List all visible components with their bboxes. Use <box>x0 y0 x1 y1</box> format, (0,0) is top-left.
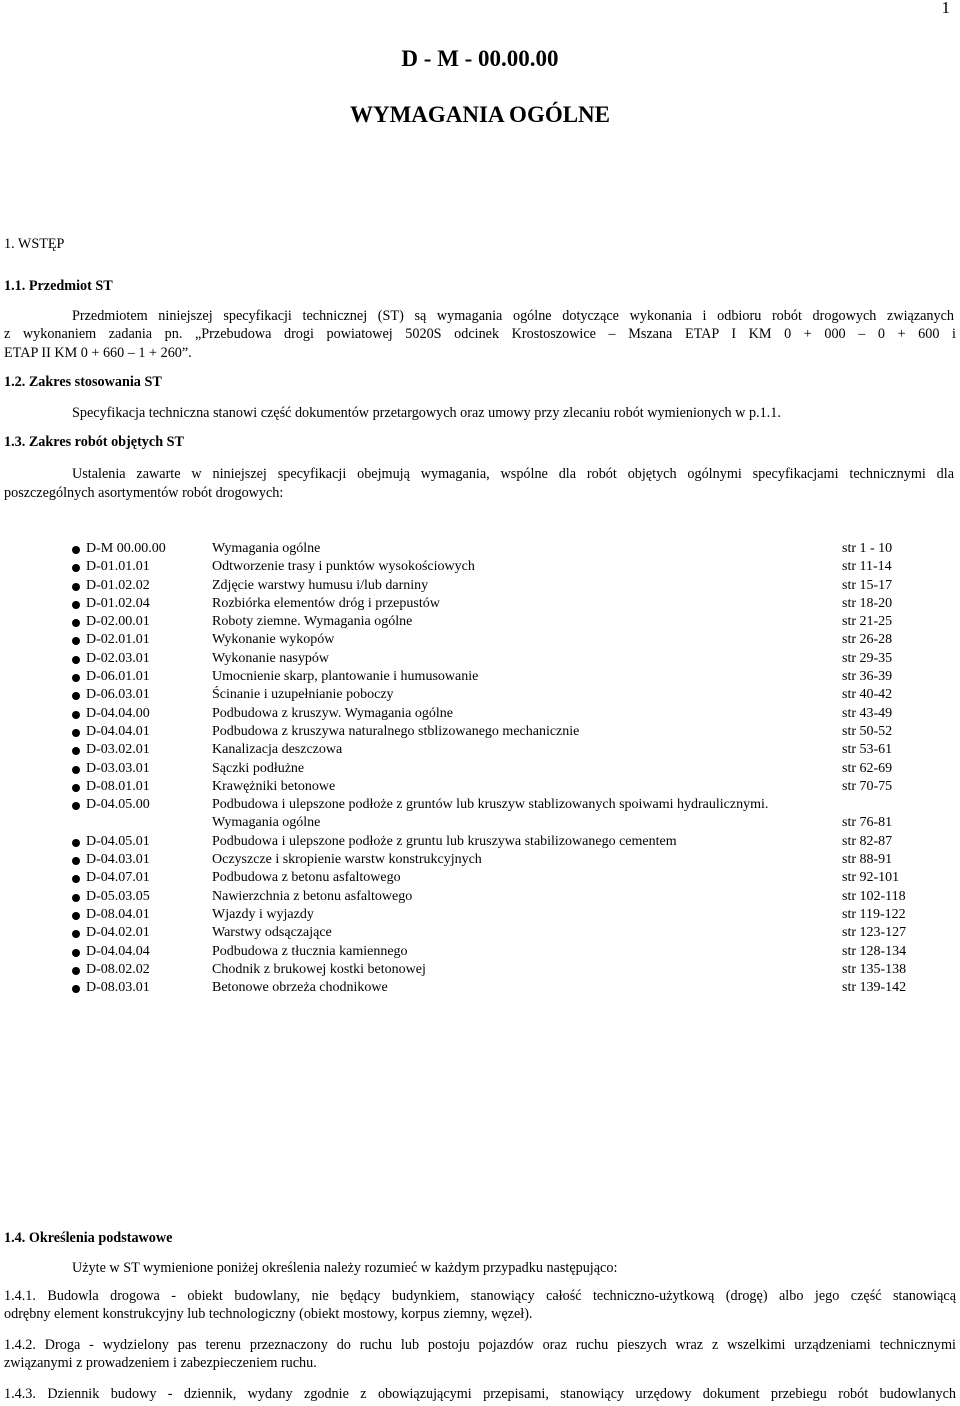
spec-description: Podbudowa z kruszyw. Wymagania ogólne <box>212 705 453 721</box>
section-title: Określenia podstawowe <box>28 1230 173 1246</box>
spec-description: Ścinanie i uzupełnianie poboczy <box>212 687 394 703</box>
spec-pages: str 40-42 <box>842 687 893 703</box>
list-item <box>72 595 912 613</box>
spec-code: D-04.04.04 <box>86 943 150 959</box>
section-title: Przedmiot ST <box>28 278 113 294</box>
list-item <box>72 650 912 668</box>
list-item <box>72 540 912 558</box>
spec-description: Podbudowa i ulepszone podłoże z gruntu lub kruszywa stabilizowanego cementem <box>212 833 677 849</box>
spec-pages: str 123-127 <box>842 925 907 941</box>
spec-code: D-06.01.01 <box>86 669 150 685</box>
bullet-icon <box>72 949 80 957</box>
bullet-icon <box>72 912 80 920</box>
bullet-icon <box>72 839 80 847</box>
spec-code: D-M 00.00.00 <box>86 541 166 556</box>
paragraph-line: Specyfikacja techniczna stanowi część dokumentów przetargowych oraz umowy przy zlecaniu robót wymienionych w p.1.1. <box>72 405 781 421</box>
list-item <box>72 668 912 686</box>
list-item <box>72 558 912 576</box>
spec-code: D-08.03.01 <box>86 980 150 996</box>
spec-pages: str 62-69 <box>842 760 893 776</box>
spec-description: Warstwy odsączające <box>212 925 332 941</box>
bullet-icon <box>72 875 80 883</box>
list-item <box>72 869 912 887</box>
bullet-icon <box>72 619 80 627</box>
bullet-icon <box>72 692 80 700</box>
spec-pages: str 26-28 <box>842 632 893 648</box>
bullet-icon <box>72 894 80 902</box>
list-item <box>72 631 912 649</box>
spec-pages: str 139-142 <box>842 980 907 996</box>
section-number: 1.4. <box>4 1230 26 1246</box>
spec-pages: str 50-52 <box>842 723 893 739</box>
spec-code: D-03.03.01 <box>86 760 150 776</box>
spec-pages: str 135-138 <box>842 961 907 977</box>
bullet-icon <box>72 656 80 664</box>
spec-description: Umocnienie skarp, plantowanie i humusowanie <box>212 669 479 685</box>
list-item <box>72 741 912 759</box>
spec-pages: str 21-25 <box>842 614 893 630</box>
spec-code: D-04.05.01 <box>86 833 150 849</box>
bullet-icon <box>72 564 80 572</box>
spec-description: Podbudowa z kruszywa naturalnego stblizowanego mechanicznie <box>212 723 580 739</box>
section-number: 1.2. <box>4 374 26 390</box>
list-item <box>72 613 912 631</box>
spec-code: D-02.01.01 <box>86 632 150 648</box>
list-item <box>72 943 912 961</box>
spec-pages: str 128-134 <box>842 943 907 959</box>
page-number: 1 <box>941 0 950 17</box>
spec-pages: str 1 - 10 <box>842 541 893 556</box>
definition-line: związanymi z prowadzeniem i zabezpieczeniem ruchu. <box>4 1355 317 1371</box>
spec-description: Odtworzenie trasy i punktów wysokościowych <box>212 559 475 575</box>
spec-code: D-02.00.01 <box>86 614 150 630</box>
section-1-3-heading <box>4 432 184 452</box>
spec-code: D-03.02.01 <box>86 742 150 758</box>
spec-code: D-05.03.05 <box>86 888 150 904</box>
spec-code: D-01.02.04 <box>86 595 150 611</box>
spec-pages: str 43-49 <box>842 705 893 721</box>
list-item <box>72 979 912 997</box>
section-number: 1.3. <box>4 434 26 450</box>
list-item <box>72 686 912 704</box>
spec-code: D-02.03.01 <box>86 650 150 666</box>
paragraph-line: Przedmiotem niniejszej specyfikacji technicznej (ST) są wymagania ogólne dotyczące wykonania i odbioru robót drogowych związanych <box>72 308 954 324</box>
spec-pages: str 92-101 <box>842 870 900 886</box>
section-1-4-heading <box>4 1228 172 1248</box>
spec-pages: str 18-20 <box>842 595 893 611</box>
spec-description: Wykonanie nasypów <box>212 650 329 666</box>
section-1-2-heading <box>4 372 162 392</box>
bullet-icon <box>72 711 80 719</box>
bullet-icon <box>72 674 80 682</box>
spec-description: Oczyszcze i skropienie warstw konstrukcyjnych <box>212 852 482 868</box>
section-1-1-heading <box>4 276 113 296</box>
definition-line <box>4 1335 956 1355</box>
bullet-icon <box>72 857 80 865</box>
list-item <box>72 778 912 796</box>
definition-number: 1.4.3. <box>4 1386 36 1402</box>
spec-description: Wymagania ogólne <box>212 541 321 556</box>
spec-description: Betonowe obrzeża chodnikowe <box>212 980 388 996</box>
paragraph-line: Ustalenia zawarte w niniejszej specyfikacji obejmują wymagania, wspólne dla robót objętych ogólnymi specyfikacjami technicznymi dla <box>72 466 954 482</box>
list-item <box>72 705 912 723</box>
spec-code: D-04.04.01 <box>86 723 150 739</box>
bullet-icon <box>72 802 80 810</box>
definition-text: Dziennik budowy - dziennik, wydany zgodnie z obowiązującymi przepisami, stanowiący urzędowy dokument przebiegu robót budowlanych <box>47 1386 956 1402</box>
list-item <box>72 888 912 906</box>
spec-pages: str 82-87 <box>842 833 893 849</box>
list-item <box>72 577 912 595</box>
bullet-icon <box>72 601 80 609</box>
spec-pages: str 15-17 <box>842 577 893 593</box>
spec-pages: str 70-75 <box>842 778 893 794</box>
spec-code: D-08.02.02 <box>86 961 150 977</box>
paragraph-line: Użyte w ST wymienione poniżej określenia należy rozumieć w każdym przypadku następująco: <box>72 1260 618 1276</box>
paragraph-line: poszczególnych asortymentów robót drogowych: <box>4 485 284 501</box>
bullet-icon <box>72 930 80 938</box>
spec-description: Chodnik z brukowej kostki betonowej <box>212 961 426 977</box>
spec-code: D-04.05.00 <box>86 797 150 813</box>
list-item <box>72 851 912 869</box>
spec-pages: str 53-61 <box>842 742 893 758</box>
spec-description: Rozbiórka elementów dróg i przepustów <box>212 595 440 611</box>
list-item <box>72 924 912 942</box>
spec-code: D-08.01.01 <box>86 778 150 794</box>
spec-description: Podbudowa z tłucznia kamiennego <box>212 943 408 959</box>
spec-code: D-01.02.02 <box>86 577 150 593</box>
definition-line <box>4 1384 956 1404</box>
spec-description: Krawężniki betonowe <box>212 778 336 794</box>
definition-number: 1.4.1. <box>4 1288 36 1304</box>
spec-description: Zdjęcie warstwy humusu i/lub darniny <box>212 577 429 593</box>
specification-list <box>72 540 912 997</box>
spec-code: D-04.03.01 <box>86 852 150 868</box>
spec-pages: str 102-118 <box>842 888 906 904</box>
spec-pages: str 29-35 <box>842 650 893 666</box>
spec-code: D-04.07.01 <box>86 870 150 886</box>
spec-code: D-04.02.01 <box>86 925 150 941</box>
section-title: Zakres stosowania ST <box>28 374 162 390</box>
spec-code: D-01.01.01 <box>86 559 150 575</box>
definition-number: 1.4.2. <box>4 1337 36 1353</box>
list-item <box>72 760 912 778</box>
bullet-icon <box>72 784 80 792</box>
spec-description: Nawierzchnia z betonu asfaltowego <box>212 888 413 904</box>
bullet-icon <box>72 985 80 993</box>
bullet-icon <box>72 766 80 774</box>
list-item <box>72 833 912 851</box>
spec-description: Sączki podłużne <box>212 760 305 776</box>
bullet-icon <box>72 729 80 737</box>
section-number: 1.1. <box>4 278 26 294</box>
list-item <box>72 723 912 741</box>
bullet-icon <box>72 546 80 554</box>
section-title: Zakres robót objętych ST <box>28 434 184 450</box>
spec-code: D-04.04.00 <box>86 705 150 721</box>
section-1-heading: 1. WSTĘP <box>4 236 65 252</box>
spec-code: D-08.04.01 <box>86 906 150 922</box>
spec-code: D-06.03.01 <box>86 687 150 703</box>
list-item <box>72 906 912 924</box>
spec-description: Roboty ziemne. Wymagania ogólne <box>212 614 413 630</box>
definition-text: Budowla drogowa - obiekt budowlany, nie będący budynkiem, stanowiący całość techniczno-użytkową (drogę) albo jego część stanowiącą <box>47 1288 956 1304</box>
spec-description: Wjazdy i wyjazdy <box>212 906 314 922</box>
bullet-icon <box>72 637 80 645</box>
spec-pages: str 88-91 <box>842 852 893 868</box>
list-item <box>72 961 912 979</box>
paragraph-line: z wykonaniem zadania pn. „Przebudowa drogi powiatowej 5020S odcinek Krostoszowice – Mszana ETAP I KM 0 + 000 – 0 + 600 i <box>4 326 956 342</box>
definition-line: odrębny element konstrukcyjny lub technologiczny (obiekt mostowy, korpus ziemny, węzeł). <box>4 1306 533 1322</box>
list-item <box>72 796 912 833</box>
spec-description: Wykonanie wykopów <box>212 632 335 648</box>
document-title: WYMAGANIA OGÓLNE <box>349 102 611 127</box>
spec-pages: str 76-81 <box>842 815 893 831</box>
spec-pages: str 36-39 <box>842 669 893 685</box>
definition-text: Droga - wydzielony pas terenu przeznaczony do ruchu lub postoju pojazdów oraz ruchu pieszych wraz z wszelkimi urządzeniami technicznymi <box>44 1337 956 1353</box>
spec-description: Podbudowa z betonu asfaltowego <box>212 870 401 886</box>
spec-pages: str 119-122 <box>842 906 906 922</box>
bullet-icon <box>72 967 80 975</box>
bullet-icon <box>72 747 80 755</box>
definition-line <box>4 1286 956 1306</box>
document-code: D - M - 00.00.00 <box>401 46 559 71</box>
spec-description: Kanalizacja deszczowa <box>212 742 343 758</box>
spec-pages: str 11-14 <box>842 559 892 575</box>
bullet-icon <box>72 583 80 591</box>
paragraph-line: ETAP II KM 0 + 660 – 1 + 260”. <box>4 345 192 361</box>
spec-description: Podbudowa i ulepszone podłoże z gruntów lub kruszyw stablizowanych spoiwami hydraulicznymi. Wymagania ogólne <box>212 797 769 831</box>
